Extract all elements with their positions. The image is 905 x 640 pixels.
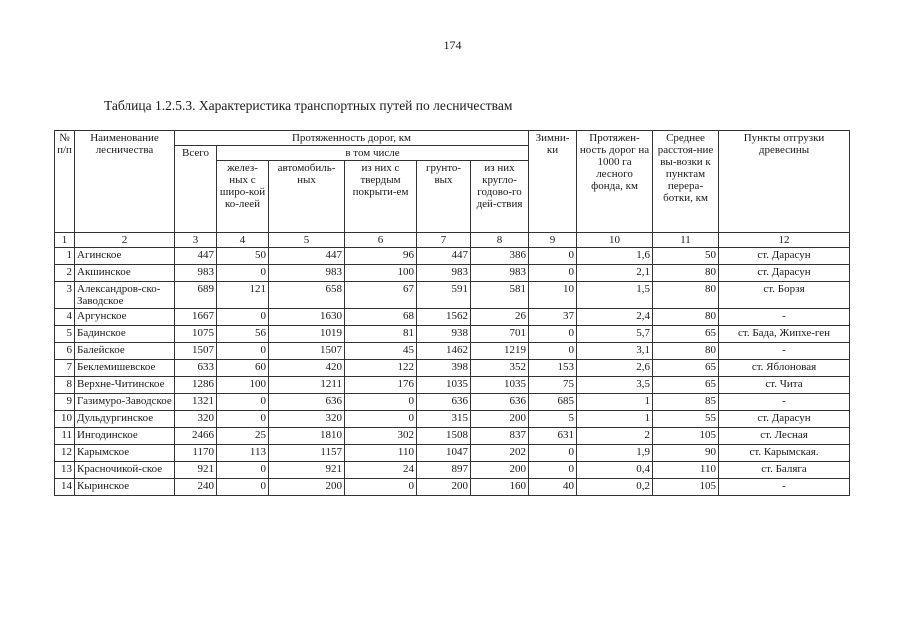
table-row [55, 282, 850, 309]
total-length: 689 [175, 282, 217, 309]
haul-distance: 65 [653, 377, 719, 394]
year-round-length: 26 [471, 309, 529, 326]
dirt-length: 315 [417, 411, 471, 428]
dirt-length: 1562 [417, 309, 471, 326]
road-density: 2,4 [577, 309, 653, 326]
winter-road-length: 0 [529, 326, 577, 343]
hard-surface-length: 110 [345, 445, 417, 462]
header-distance: Среднее расстоя-ние вы-возки к пунктам перера-ботки, км [653, 131, 719, 233]
haul-distance: 55 [653, 411, 719, 428]
rail-length: 0 [217, 394, 269, 411]
dirt-length: 1047 [417, 445, 471, 462]
road-density: 1,9 [577, 445, 653, 462]
row-number: 7 [55, 360, 75, 377]
auto-length: 1810 [269, 428, 345, 445]
haul-distance: 85 [653, 394, 719, 411]
forestry-name: Верхне-Читинское [75, 377, 175, 394]
shipping-point: - [719, 479, 850, 496]
rail-length: 25 [217, 428, 269, 445]
forestry-name: Агинское [75, 248, 175, 265]
winter-road-length: 153 [529, 360, 577, 377]
shipping-point: ст. Лесная [719, 428, 850, 445]
forestry-name: Красночикой-ское [75, 462, 175, 479]
rail-length: 50 [217, 248, 269, 265]
forestry-name: Акшинское [75, 265, 175, 282]
total-length: 1170 [175, 445, 217, 462]
hard-surface-length: 302 [345, 428, 417, 445]
haul-distance: 80 [653, 265, 719, 282]
total-length: 447 [175, 248, 217, 265]
table-row [55, 248, 850, 265]
header-yearround: из них кругло-годово-го дей-ствия [471, 161, 529, 233]
shipping-point: ст. Бада, Жипхе-ген [719, 326, 850, 343]
rail-length: 113 [217, 445, 269, 462]
total-length: 2466 [175, 428, 217, 445]
forestry-name: Беклемишевское [75, 360, 175, 377]
forestry-name: Дульдургинское [75, 411, 175, 428]
dirt-length: 1508 [417, 428, 471, 445]
haul-distance: 80 [653, 282, 719, 309]
row-number: 13 [55, 462, 75, 479]
winter-road-length: 0 [529, 445, 577, 462]
road-density: 2 [577, 428, 653, 445]
year-round-length: 636 [471, 394, 529, 411]
hard-surface-length: 24 [345, 462, 417, 479]
rail-length: 0 [217, 343, 269, 360]
total-length: 633 [175, 360, 217, 377]
road-density: 2,1 [577, 265, 653, 282]
table-row [55, 309, 850, 326]
dirt-length: 1035 [417, 377, 471, 394]
shipping-point: - [719, 343, 850, 360]
shipping-point: ст. Карымская. [719, 445, 850, 462]
total-length: 1667 [175, 309, 217, 326]
column-number: 9 [529, 233, 577, 248]
dirt-length: 447 [417, 248, 471, 265]
hard-surface-length: 96 [345, 248, 417, 265]
row-number: 4 [55, 309, 75, 326]
row-number: 6 [55, 343, 75, 360]
header-hard: из них с твердым покрыти-ем [345, 161, 417, 233]
auto-length: 447 [269, 248, 345, 265]
auto-length: 1630 [269, 309, 345, 326]
haul-distance: 65 [653, 360, 719, 377]
row-number: 5 [55, 326, 75, 343]
rail-length: 0 [217, 479, 269, 496]
row-number: 14 [55, 479, 75, 496]
header-dirt: грунто-вых [417, 161, 471, 233]
hard-surface-length: 81 [345, 326, 417, 343]
year-round-length: 1219 [471, 343, 529, 360]
table-row [55, 265, 850, 282]
haul-distance: 105 [653, 428, 719, 445]
hard-surface-length: 0 [345, 479, 417, 496]
year-round-length: 1035 [471, 377, 529, 394]
shipping-point: - [719, 309, 850, 326]
winter-road-length: 0 [529, 248, 577, 265]
table-row [55, 377, 850, 394]
row-number: 3 [55, 282, 75, 309]
rail-length: 56 [217, 326, 269, 343]
rail-length: 100 [217, 377, 269, 394]
hard-surface-length: 45 [345, 343, 417, 360]
table-row [55, 428, 850, 445]
hard-surface-length: 176 [345, 377, 417, 394]
header-rail: желез-ных с широ-кой ко-леей [217, 161, 269, 233]
row-number: 11 [55, 428, 75, 445]
shipping-point: ст. Чита [719, 377, 850, 394]
winter-road-length: 75 [529, 377, 577, 394]
hard-surface-length: 67 [345, 282, 417, 309]
header-name: Наименование лесничества [75, 131, 175, 233]
row-number: 12 [55, 445, 75, 462]
total-length: 921 [175, 462, 217, 479]
total-length: 320 [175, 411, 217, 428]
year-round-length: 352 [471, 360, 529, 377]
total-length: 1321 [175, 394, 217, 411]
auto-length: 921 [269, 462, 345, 479]
year-round-length: 983 [471, 265, 529, 282]
header-density: Протяжен-ность дорог на 1000 га лесного фонда, км [577, 131, 653, 233]
roads-table [54, 130, 850, 496]
hard-surface-length: 0 [345, 394, 417, 411]
road-density: 5,7 [577, 326, 653, 343]
column-number: 1 [55, 233, 75, 248]
total-length: 1507 [175, 343, 217, 360]
column-number: 3 [175, 233, 217, 248]
road-density: 1 [577, 411, 653, 428]
shipping-point: ст. Дарасун [719, 411, 850, 428]
table-row [55, 445, 850, 462]
year-round-length: 386 [471, 248, 529, 265]
header-including: в том числе [217, 146, 529, 161]
haul-distance: 90 [653, 445, 719, 462]
rail-length: 0 [217, 411, 269, 428]
table-row [55, 479, 850, 496]
auto-length: 1211 [269, 377, 345, 394]
row-number: 10 [55, 411, 75, 428]
header-num: № п/п [55, 131, 75, 233]
dirt-length: 1462 [417, 343, 471, 360]
header-winter: Зимни-ки [529, 131, 577, 233]
year-round-length: 200 [471, 411, 529, 428]
road-density: 3,1 [577, 343, 653, 360]
total-length: 983 [175, 265, 217, 282]
dirt-length: 983 [417, 265, 471, 282]
year-round-length: 581 [471, 282, 529, 309]
dirt-length: 897 [417, 462, 471, 479]
hard-surface-length: 68 [345, 309, 417, 326]
shipping-point: - [719, 394, 850, 411]
haul-distance: 80 [653, 343, 719, 360]
header-auto: автомобиль-ных [269, 161, 345, 233]
winter-road-length: 631 [529, 428, 577, 445]
table-row [55, 360, 850, 377]
year-round-length: 837 [471, 428, 529, 445]
hard-surface-length: 0 [345, 411, 417, 428]
auto-length: 983 [269, 265, 345, 282]
dirt-length: 200 [417, 479, 471, 496]
dirt-length: 591 [417, 282, 471, 309]
road-density: 1,5 [577, 282, 653, 309]
haul-distance: 110 [653, 462, 719, 479]
forestry-name: Александров-ско-Заводское [75, 282, 175, 309]
table-row [55, 411, 850, 428]
winter-road-length: 0 [529, 265, 577, 282]
forestry-name: Бадинское [75, 326, 175, 343]
winter-road-length: 685 [529, 394, 577, 411]
header-points: Пункты отгрузки древесины [719, 131, 850, 233]
year-round-length: 701 [471, 326, 529, 343]
page-number: 174 [443, 38, 462, 52]
table-row [55, 343, 850, 360]
auto-length: 1019 [269, 326, 345, 343]
shipping-point: ст. Яблоновая [719, 360, 850, 377]
haul-distance: 105 [653, 479, 719, 496]
auto-length: 1157 [269, 445, 345, 462]
column-number: 6 [345, 233, 417, 248]
shipping-point: ст. Дарасун [719, 248, 850, 265]
header-length-group: Протяженность дорог, км [175, 131, 529, 146]
total-length: 1286 [175, 377, 217, 394]
row-number: 9 [55, 394, 75, 411]
winter-road-length: 37 [529, 309, 577, 326]
column-number: 8 [471, 233, 529, 248]
auto-length: 658 [269, 282, 345, 309]
winter-road-length: 10 [529, 282, 577, 309]
dirt-length: 938 [417, 326, 471, 343]
shipping-point: ст. Дарасун [719, 265, 850, 282]
auto-length: 1507 [269, 343, 345, 360]
rail-length: 0 [217, 265, 269, 282]
auto-length: 320 [269, 411, 345, 428]
forestry-name: Ингодинское [75, 428, 175, 445]
haul-distance: 65 [653, 326, 719, 343]
rail-length: 60 [217, 360, 269, 377]
year-round-length: 200 [471, 462, 529, 479]
road-density: 0,2 [577, 479, 653, 496]
row-number: 8 [55, 377, 75, 394]
winter-road-length: 5 [529, 411, 577, 428]
year-round-length: 202 [471, 445, 529, 462]
column-number: 7 [417, 233, 471, 248]
haul-distance: 80 [653, 309, 719, 326]
winter-road-length: 0 [529, 462, 577, 479]
forestry-name: Балейское [75, 343, 175, 360]
auto-length: 200 [269, 479, 345, 496]
forestry-name: Кыринское [75, 479, 175, 496]
column-number: 11 [653, 233, 719, 248]
header-row-1 [55, 131, 850, 146]
table-row [55, 462, 850, 479]
road-density: 1 [577, 394, 653, 411]
shipping-point: ст. Борзя [719, 282, 850, 309]
rail-length: 0 [217, 462, 269, 479]
column-number: 5 [269, 233, 345, 248]
forestry-name: Газимуро-Заводское [75, 394, 175, 411]
table-row [55, 394, 850, 411]
total-length: 240 [175, 479, 217, 496]
dirt-length: 398 [417, 360, 471, 377]
year-round-length: 160 [471, 479, 529, 496]
auto-length: 420 [269, 360, 345, 377]
road-density: 0,4 [577, 462, 653, 479]
column-number: 12 [719, 233, 850, 248]
road-density: 2,6 [577, 360, 653, 377]
total-length: 1075 [175, 326, 217, 343]
road-density: 3,5 [577, 377, 653, 394]
column-number: 10 [577, 233, 653, 248]
hard-surface-length: 122 [345, 360, 417, 377]
column-numbers-row [55, 233, 850, 248]
forestry-name: Карымское [75, 445, 175, 462]
row-number: 1 [55, 248, 75, 265]
dirt-length: 636 [417, 394, 471, 411]
hard-surface-length: 100 [345, 265, 417, 282]
road-density: 1,6 [577, 248, 653, 265]
rail-length: 0 [217, 309, 269, 326]
haul-distance: 50 [653, 248, 719, 265]
table-caption: Таблица 1.2.5.3. Характеристика транспортных путей по лесничествам [104, 98, 513, 113]
winter-road-length: 40 [529, 479, 577, 496]
table-row [55, 326, 850, 343]
header-total: Всего [175, 146, 217, 233]
shipping-point: ст. Баляга [719, 462, 850, 479]
winter-road-length: 0 [529, 343, 577, 360]
column-number: 4 [217, 233, 269, 248]
row-number: 2 [55, 265, 75, 282]
auto-length: 636 [269, 394, 345, 411]
forestry-name: Аргунское [75, 309, 175, 326]
column-number: 2 [75, 233, 175, 248]
rail-length: 121 [217, 282, 269, 309]
